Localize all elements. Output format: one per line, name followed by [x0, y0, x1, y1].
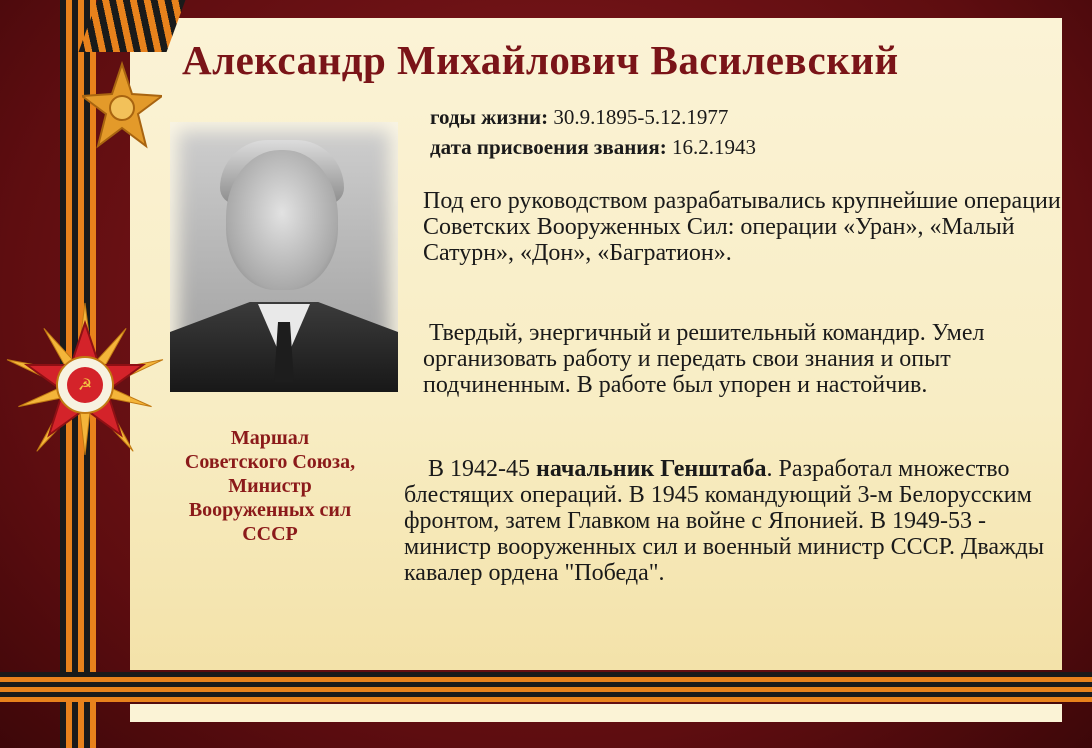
years-value: 30.9.1895-5.12.1977 [548, 105, 729, 129]
caption-line: Маршал [230, 427, 310, 449]
rank-date-value: 16.2.1943 [666, 135, 757, 159]
career-text-rest: . Разработал множество блестящих операций. В 1945 командующий 3-м Белорусским фронтом, затем Главком на войне с Японией. В 1949-53 - министр вооруженных сил и военный министр СССР. Дважды кавалер ордена "Победа". [404, 456, 1050, 586]
paragraph-character: Твердый, энергичный и решительный командир. Умел организовать работу и передать свои знания и опыт подчиненным. В работе был упорен и настойчив. [423, 320, 991, 398]
caption-line: Вооруженных сил [188, 499, 352, 521]
svg-text:☭: ☭ [77, 375, 93, 394]
panel-bottom-strip [130, 704, 1062, 722]
paragraph-career [404, 456, 1054, 586]
biography-meta [430, 102, 756, 162]
years-label: годы жизни: [430, 105, 549, 129]
caption-line: Министр [228, 475, 312, 497]
page-title: Александр Михайлович Василевский [182, 37, 899, 83]
st-george-ribbon-horizontal [0, 672, 1092, 702]
years-of-life [430, 102, 756, 132]
paragraph-operations: Под его руководством разрабатывались крупнейшие операции Советских Вооруженных Сил: операции «Уран», «Малый Сатурн», «Дон», «Багратион». [423, 188, 1061, 266]
caption-line: СССР [242, 523, 298, 545]
career-text-start: В 1942-45 [404, 456, 536, 482]
career-text-bold: начальник Генштаба [536, 456, 767, 482]
gold-star-medal-icon [82, 56, 162, 152]
portrait-photo [170, 122, 398, 392]
rank-date-label: дата присвоения звания: [430, 135, 667, 159]
portrait-caption [140, 426, 400, 546]
caption-line: Советского Союза, [184, 451, 356, 473]
portrait-face [226, 150, 338, 290]
rank-date [430, 132, 756, 162]
